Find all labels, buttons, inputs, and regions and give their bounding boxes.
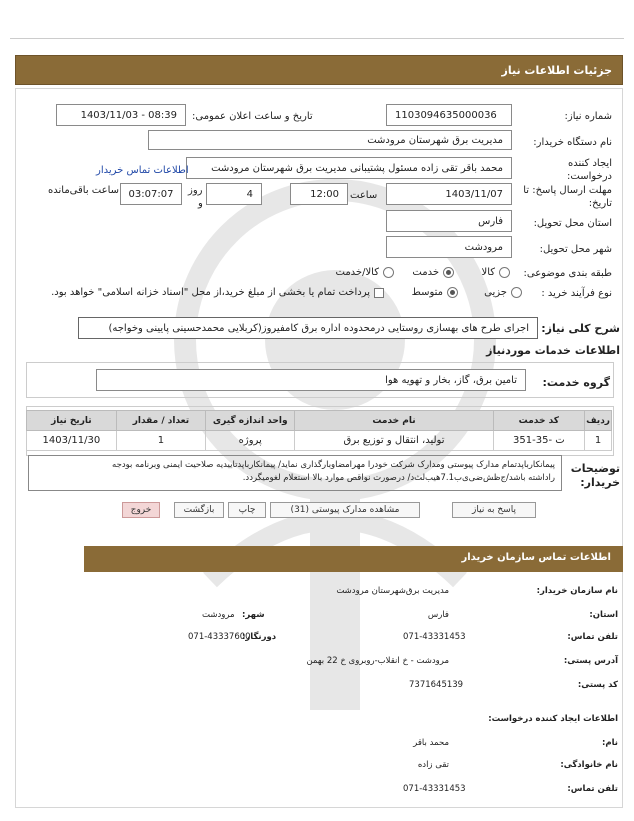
- reply-button[interactable]: پاسخ به نیاز: [452, 502, 536, 518]
- services-table-frame: [26, 406, 614, 456]
- buyer-org-field: مدیریت برق شهرستان مرودشت: [148, 130, 512, 150]
- creator-phone-label: تلفن تماس:: [567, 784, 618, 794]
- service-group-field: تامین برق، گاز، بخار و تهویه هوا: [96, 369, 526, 391]
- creator-phone-value: 071-43331453: [403, 784, 466, 794]
- days-field: 4: [206, 183, 262, 205]
- contact-org-value: مدیریت برق‌شهرستان مرودشت: [336, 586, 449, 596]
- need-number-field: 1103094635000036: [386, 104, 512, 126]
- announce-date-field: [56, 104, 186, 126]
- days-label: روز: [188, 185, 203, 196]
- contact-city-value: مرودشت: [202, 610, 235, 620]
- col-code: کد خدمت: [493, 411, 584, 431]
- category-option-service[interactable]: خدمت: [412, 267, 454, 278]
- category-option-goods-service[interactable]: کالا/خدمت: [336, 267, 395, 278]
- days-label-and: و: [198, 198, 203, 209]
- radio-icon: [499, 267, 510, 278]
- process-label: نوع فرآیند خرید :: [541, 288, 612, 299]
- creator-family-value: تقی زاده: [417, 760, 449, 770]
- process-option-medium[interactable]: متوسط: [412, 287, 458, 298]
- payment-note: پرداخت تمام یا بخشی از مبلغ خرید،از محل "اسناد خزانه اسلامی" خواهد بود.: [51, 287, 370, 298]
- notes-label-line2: خریدار:: [580, 476, 620, 489]
- deadline-label-line2: تاریخ:: [588, 198, 612, 209]
- notes-field: [28, 455, 562, 491]
- table-row: [27, 431, 612, 451]
- contact-phone-label: تلفن تماس:: [567, 632, 618, 642]
- contact-address-value: مرودشت - خ انقلاب-روبروی خ 22 بهمن: [306, 656, 449, 666]
- table-header-row: [27, 411, 612, 431]
- summary-label: شرح کلی نیاز:: [541, 322, 620, 335]
- treasury-payment-checkbox[interactable]: [51, 287, 384, 298]
- col-qty: تعداد / مقدار: [116, 411, 205, 431]
- top-divider: [10, 38, 624, 39]
- deadline-label-line1: مهلت ارسال پاسخ: تا: [523, 185, 612, 196]
- province-label: استان محل تحویل:: [533, 218, 612, 229]
- radio-selected-icon: [447, 287, 458, 298]
- services-section-title: اطلاعات خدمات موردنیاز: [486, 344, 620, 357]
- summary-field: اجرای طرح های بهسازی روستایی درمحدوده اداره برق کامفیروز(کربلایی محمدحسینی پایینی وخواجه): [78, 317, 538, 339]
- creator-label-line2: درخواست:: [567, 171, 612, 182]
- radio-icon: [383, 267, 394, 278]
- col-row: ردیف: [585, 411, 612, 431]
- page-title: جزئیات اطلاعات نیاز: [501, 64, 612, 77]
- contact-province-label: استان:: [589, 610, 618, 620]
- view-documents-button[interactable]: مشاهده مدارک پیوستی (31): [270, 502, 420, 518]
- buyer-org-label: نام دستگاه خریدار:: [533, 137, 612, 148]
- category-option-goods[interactable]: کالا: [481, 267, 510, 278]
- col-date: تاریخ نیاز: [27, 411, 117, 431]
- row-unit: پروژه: [206, 431, 295, 451]
- deadline-time-field: 12:00: [290, 183, 348, 205]
- contact-postal-label: کد پستی:: [577, 680, 618, 690]
- radio-selected-icon: [443, 267, 454, 278]
- creator-name-label: نام:: [601, 738, 618, 748]
- row-qty: 1: [116, 431, 205, 451]
- row-date: 1403/11/30: [27, 431, 117, 451]
- print-button[interactable]: چاپ: [228, 502, 266, 518]
- buyer-contact-link[interactable]: اطلاعات تماس خریدار: [96, 165, 189, 176]
- category-label: طبقه بندی موضوعی:: [523, 268, 612, 279]
- services-table: [26, 410, 612, 451]
- col-unit: واحد اندازه گیری: [206, 411, 295, 431]
- notes-line-2: راداشته باشد/ج‌ظش‌ضی‌ی‌ب7.1هیب‌لث‌د/ درصورت نواقص موارد بالا استعلام لغومیگردد.: [242, 473, 555, 483]
- exit-button[interactable]: خروج: [122, 502, 160, 518]
- back-button[interactable]: بازگشت: [174, 502, 224, 518]
- creator-name-value: محمد باقر: [413, 738, 449, 748]
- notes-line-1: پیمانکارباپدتمام مدارک پیوستی ومدارک شرکت خودرا مهرامضاوبارگذاری نماید/ پیمانکارباپدتاییدیه صلاحیت ایمنی وبرنامه بودجه: [112, 460, 555, 470]
- announce-date-label: تاریخ و ساعت اعلان عمومی:: [192, 111, 313, 122]
- city-field: مرودشت: [386, 236, 512, 258]
- creator-info-title: اطلاعات ایجاد کننده درخواست:: [488, 714, 618, 724]
- deadline-date-field: 1403/11/07: [386, 183, 512, 205]
- contact-section-title: اطلاعات تماس سازمان خریدار: [461, 552, 611, 563]
- contact-address-label: آدرس پستی:: [563, 656, 618, 666]
- row-code: ت -35-351: [493, 431, 584, 451]
- page-header: [15, 55, 623, 85]
- need-number-label: شماره نیاز:: [564, 111, 612, 122]
- contact-org-label: نام سازمان خریدار:: [536, 586, 618, 596]
- radio-icon: [511, 287, 522, 298]
- creator-family-label: نام خانوادگی:: [560, 760, 618, 770]
- contact-province-value: فارس: [427, 610, 449, 620]
- col-name: نام خدمت: [295, 411, 493, 431]
- contact-city-label: شهر:: [242, 610, 265, 620]
- creator-label-line1: ایجاد کننده: [568, 158, 612, 169]
- announce-date-value: 1403/11/03 - 08:39: [80, 109, 177, 121]
- deadline-time-label: ساعت: [350, 190, 378, 201]
- city-label: شهر محل تحویل:: [539, 244, 612, 255]
- contact-fax-label: دورنگار:: [242, 632, 277, 642]
- checkbox-icon: [374, 288, 384, 298]
- row-service-name: تولید، انتقال و توزیع برق: [295, 431, 493, 451]
- contact-fax-value: 071-43337600: [188, 632, 251, 642]
- remaining-time-field: 03:07:07: [120, 183, 182, 205]
- notes-label-line1: توضیحات: [570, 462, 620, 475]
- province-field: فارس: [386, 210, 512, 232]
- row-index: 1: [585, 431, 612, 451]
- creator-field: محمد باقر تقی زاده مسئول پشتیبانی مدیریت برق شهرستان مرودشت: [186, 157, 512, 179]
- service-group-label: گروه خدمت:: [542, 376, 610, 389]
- contact-postal-value: 7371645139: [409, 680, 464, 690]
- contact-phone-value: 071-43331453: [403, 632, 466, 642]
- remaining-time-label: ساعت باقی‌مانده: [48, 185, 120, 196]
- contact-section-header: [84, 546, 623, 572]
- process-option-minor[interactable]: جزیی: [484, 287, 522, 298]
